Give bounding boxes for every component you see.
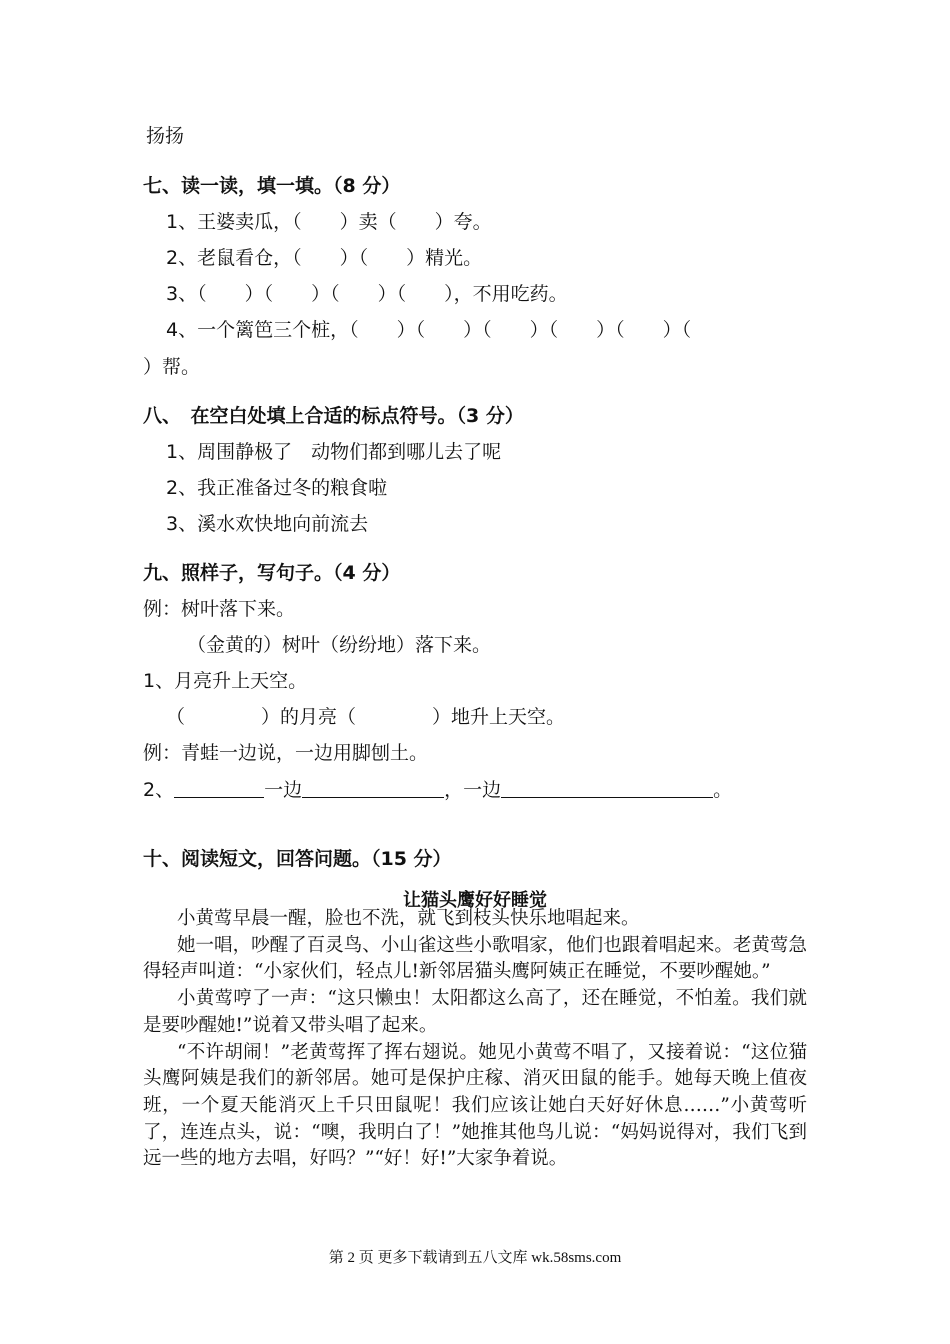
s9-question-2: [143, 778, 732, 802]
q2-prefix: 2、: [143, 779, 175, 801]
s7-item-4-cont: ）帮。: [143, 356, 201, 378]
story-paragraph: 小黄莺早晨一醒，脸也不洗，就飞到枝头快乐地唱起来。: [177, 908, 640, 929]
s9-question-1: 1、月亮升上天空。: [143, 670, 308, 692]
s7-item-1: 1、王婆卖瓜，（ ）卖（ ）夸。: [166, 211, 492, 233]
story-body: [143, 906, 807, 1173]
q2-blank-2[interactable]: [302, 779, 444, 798]
q2-end: 。: [713, 779, 733, 801]
q2-blank-3[interactable]: [501, 779, 713, 798]
section-10-heading: 十、阅读短文，回答问题。（15 分）: [143, 848, 452, 870]
story-title: 让猫头鹰好好睡觉: [403, 890, 547, 911]
section-8-heading: 八、 在空白处填上合适的标点符号。（3 分）: [143, 405, 524, 427]
q2-blank-1[interactable]: [174, 779, 264, 798]
s8-item-1: 1、周围静极了 动物们都到哪儿去了呢: [166, 441, 502, 463]
q2-mid-2: ，一边: [444, 779, 502, 801]
s9-example-2: 例：青蛙一边说，一边用脚刨土。: [143, 742, 429, 764]
page-footer: 第 2 页 更多下载请到五八文库 wk.58sms.com: [328, 1250, 622, 1266]
story-paragraph: 小黄莺哼了一声：“这只懒虫！太阳都这么高了，还在睡觉，不怕羞。我们就是要吵醒她!”说着又带头唱了起来。: [143, 988, 807, 1036]
carry-over-text: 扬扬: [146, 125, 185, 147]
s8-item-2: 2、我正准备过冬的粮食啦: [166, 477, 388, 499]
story-paragraph: 她一唱，吵醒了百灵鸟、小山雀这些小歌唱家，他们也跟着唱起来。老黄莺急得轻声叫道：“小家伙们，轻点儿!新邻居猫头鹰阿姨正在睡觉，不要吵醒她。”: [143, 934, 807, 983]
s7-item-3: 3、（ ）（ ）（ ）（ ），不用吃药。: [166, 283, 568, 305]
story-paragraph: “不许胡闹！”老黄莺挥了挥右翅说。她见小黄莺不唱了，又接着说：“这位猫头鹰阿姨是我们的新邻居。她可是保护庄稼、消灭田鼠的能手。她每天晚上值夜班，一个夏天能消灭上千只田鼠呢！我们应该让她白天好好休息……”小黄莺听了，连连点头，说：“噢，我明白了！”她推其他鸟儿说：“妈妈说得对，我们飞到远一些的地方去唱，好吗？”“好！好!”大家争着说。: [143, 1041, 807, 1170]
section-9-heading: 九、照样子，写句子。（4 分）: [143, 562, 401, 584]
s7-item-4: 4、一个篱笆三个桩，（ ）（ ）（ ）（ ）（ ）（: [166, 319, 692, 341]
s8-item-3: 3、溪水欢快地向前流去: [166, 513, 369, 535]
s9-example-1: 例：树叶落下来。: [143, 598, 296, 620]
s9-example-1-answer: （金黄的）树叶（纷纷地）落下来。: [187, 634, 492, 656]
q2-mid-1: 一边: [264, 779, 303, 801]
s7-item-2: 2、老鼠看仓，（ ）（ ）精光。: [166, 247, 483, 269]
section-7-heading: 七、读一读，填一填。（8 分）: [143, 175, 401, 197]
s9-question-1-fill: （ ）的月亮（ ）地升上天空。: [166, 706, 566, 728]
